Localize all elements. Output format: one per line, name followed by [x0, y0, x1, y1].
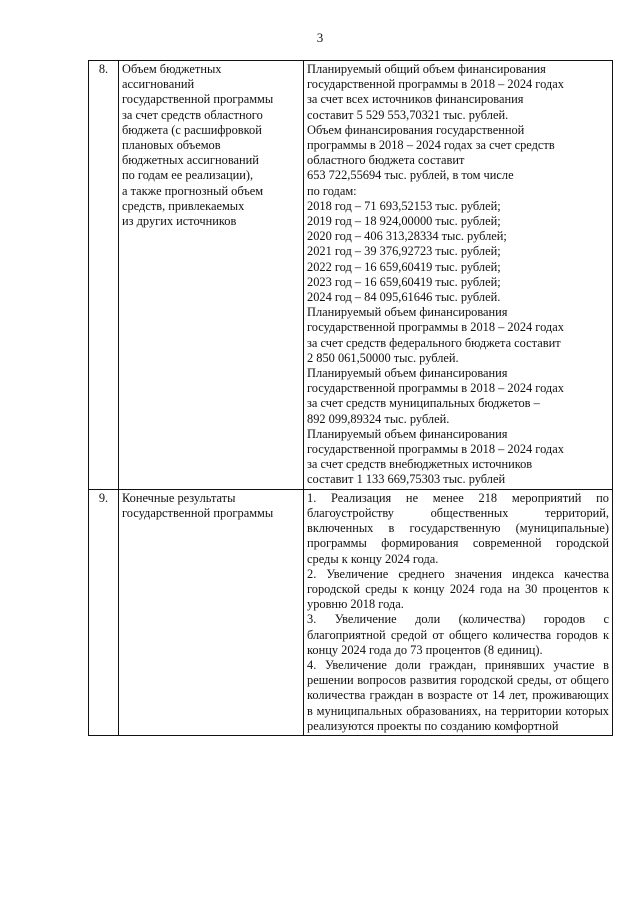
text-line: Планируемый объем финансирования — [307, 366, 508, 381]
result-paragraph: 2. Увеличение среднего значения индекса качества городской среды к концу 2024 года на 30 процентов к уровню 2018 года. — [307, 566, 609, 612]
text-line: 2 850 061,50000 тыс. рублей. — [307, 350, 459, 365]
text-line: по годам ее реализации), — [122, 168, 254, 183]
table-row — [89, 489, 613, 735]
text-line: 892 099,89324 тыс. рублей. — [307, 411, 450, 426]
row-name — [119, 489, 304, 735]
text-line: по годам: — [307, 183, 357, 198]
text-line: Объем бюджетных — [122, 62, 222, 76]
row-value — [304, 489, 613, 735]
text-line: бюджета (с расшифровкой — [122, 122, 262, 137]
text-line: 653 722,55694 тыс. рублей, в том числе — [307, 168, 514, 183]
text-line: Планируемый объем финансирования — [307, 305, 508, 320]
text-line: 2023 год – 16 659,60419 тыс. рублей; — [307, 274, 501, 289]
text-line: программы в 2018 – 2024 годах за счет средств — [307, 138, 555, 153]
text-line: бюджетных ассигнований — [122, 153, 259, 168]
text-line: за счет средств муниципальных бюджетов – — [307, 396, 540, 411]
result-paragraph: 1. Реализация не менее 218 мероприятий по благоустройству общественных территорий, включенных в государственную (муниципальные) программы формирования современной городской среды к концу 2024 года. — [307, 490, 609, 566]
text-line: за счет всех источников финансирования — [307, 92, 524, 107]
text-line: государственной программы в 2018 – 2024 годах — [307, 77, 564, 92]
text-line: государственной программы в 2018 – 2024 годах — [307, 442, 564, 457]
text-line: составит 1 133 669,75303 тыс. рублей — [307, 472, 506, 487]
text-line: а также прогнозный объем — [122, 183, 264, 198]
text-line: Конечные результаты — [122, 490, 236, 505]
text-line: за счет средств внебюджетных источников — [307, 457, 533, 472]
text-line: за счет средств федерального бюджета составит — [307, 335, 561, 350]
text-line: плановых объемов — [122, 138, 221, 153]
text-line: 2022 год – 16 659,60419 тыс. рублей; — [307, 259, 501, 274]
text-line: государственной программы — [122, 505, 274, 520]
text-line: государственной программы в 2018 – 2024 годах — [307, 381, 564, 396]
text-line: за счет средств областного — [122, 107, 263, 122]
text-line: государственной программы в 2018 – 2024 годах — [307, 320, 564, 335]
page-number: 3 — [316, 30, 324, 45]
row-value — [304, 61, 613, 490]
result-paragraph: 4. Увеличение доли граждан, принявших участие в решении вопросов развития городской среды, от общего количества граждан в возрасте от 14 лет, проживающих в муниципальных образованиях, на территории которых реализуются проекты по созданию комфортной — [307, 657, 609, 733]
text-line: областного бюджета составит — [307, 153, 465, 168]
text-line: 2024 год – 84 095,61646 тыс. рублей. — [307, 290, 501, 305]
program-passport-table — [88, 60, 613, 736]
text-line: ассигнований — [122, 77, 195, 92]
row-name — [119, 61, 304, 490]
text-line: Планируемый объем финансирования — [307, 426, 508, 441]
text-line: 2021 год – 39 376,92723 тыс. рублей; — [307, 244, 501, 259]
text-line: 2018 год – 71 693,52153 тыс. рублей; — [307, 198, 501, 213]
text-line: государственной программы — [122, 92, 274, 107]
text-line: Планируемый общий объем финансирования — [307, 62, 546, 76]
text-line: Объем финансирования государственной — [307, 122, 525, 137]
result-paragraph: 3. Увеличение доли (количества) городов с благоприятной средой от общего количества городов к концу 2024 года до 73 процентов (8 единиц). — [307, 612, 609, 657]
text-line: составит 5 529 553,70321 тыс. рублей. — [307, 107, 509, 122]
text-line: 2020 год – 406 313,28334 тыс. рублей; — [307, 229, 507, 244]
row-number: 9. — [89, 489, 119, 735]
text-line: 2019 год – 18 924,00000 тыс. рублей; — [307, 214, 501, 229]
text-line: из других источников — [122, 214, 237, 229]
text-line: средств, привлекаемых — [122, 198, 245, 213]
row-number: 8. — [89, 61, 119, 490]
table-row — [89, 61, 613, 490]
